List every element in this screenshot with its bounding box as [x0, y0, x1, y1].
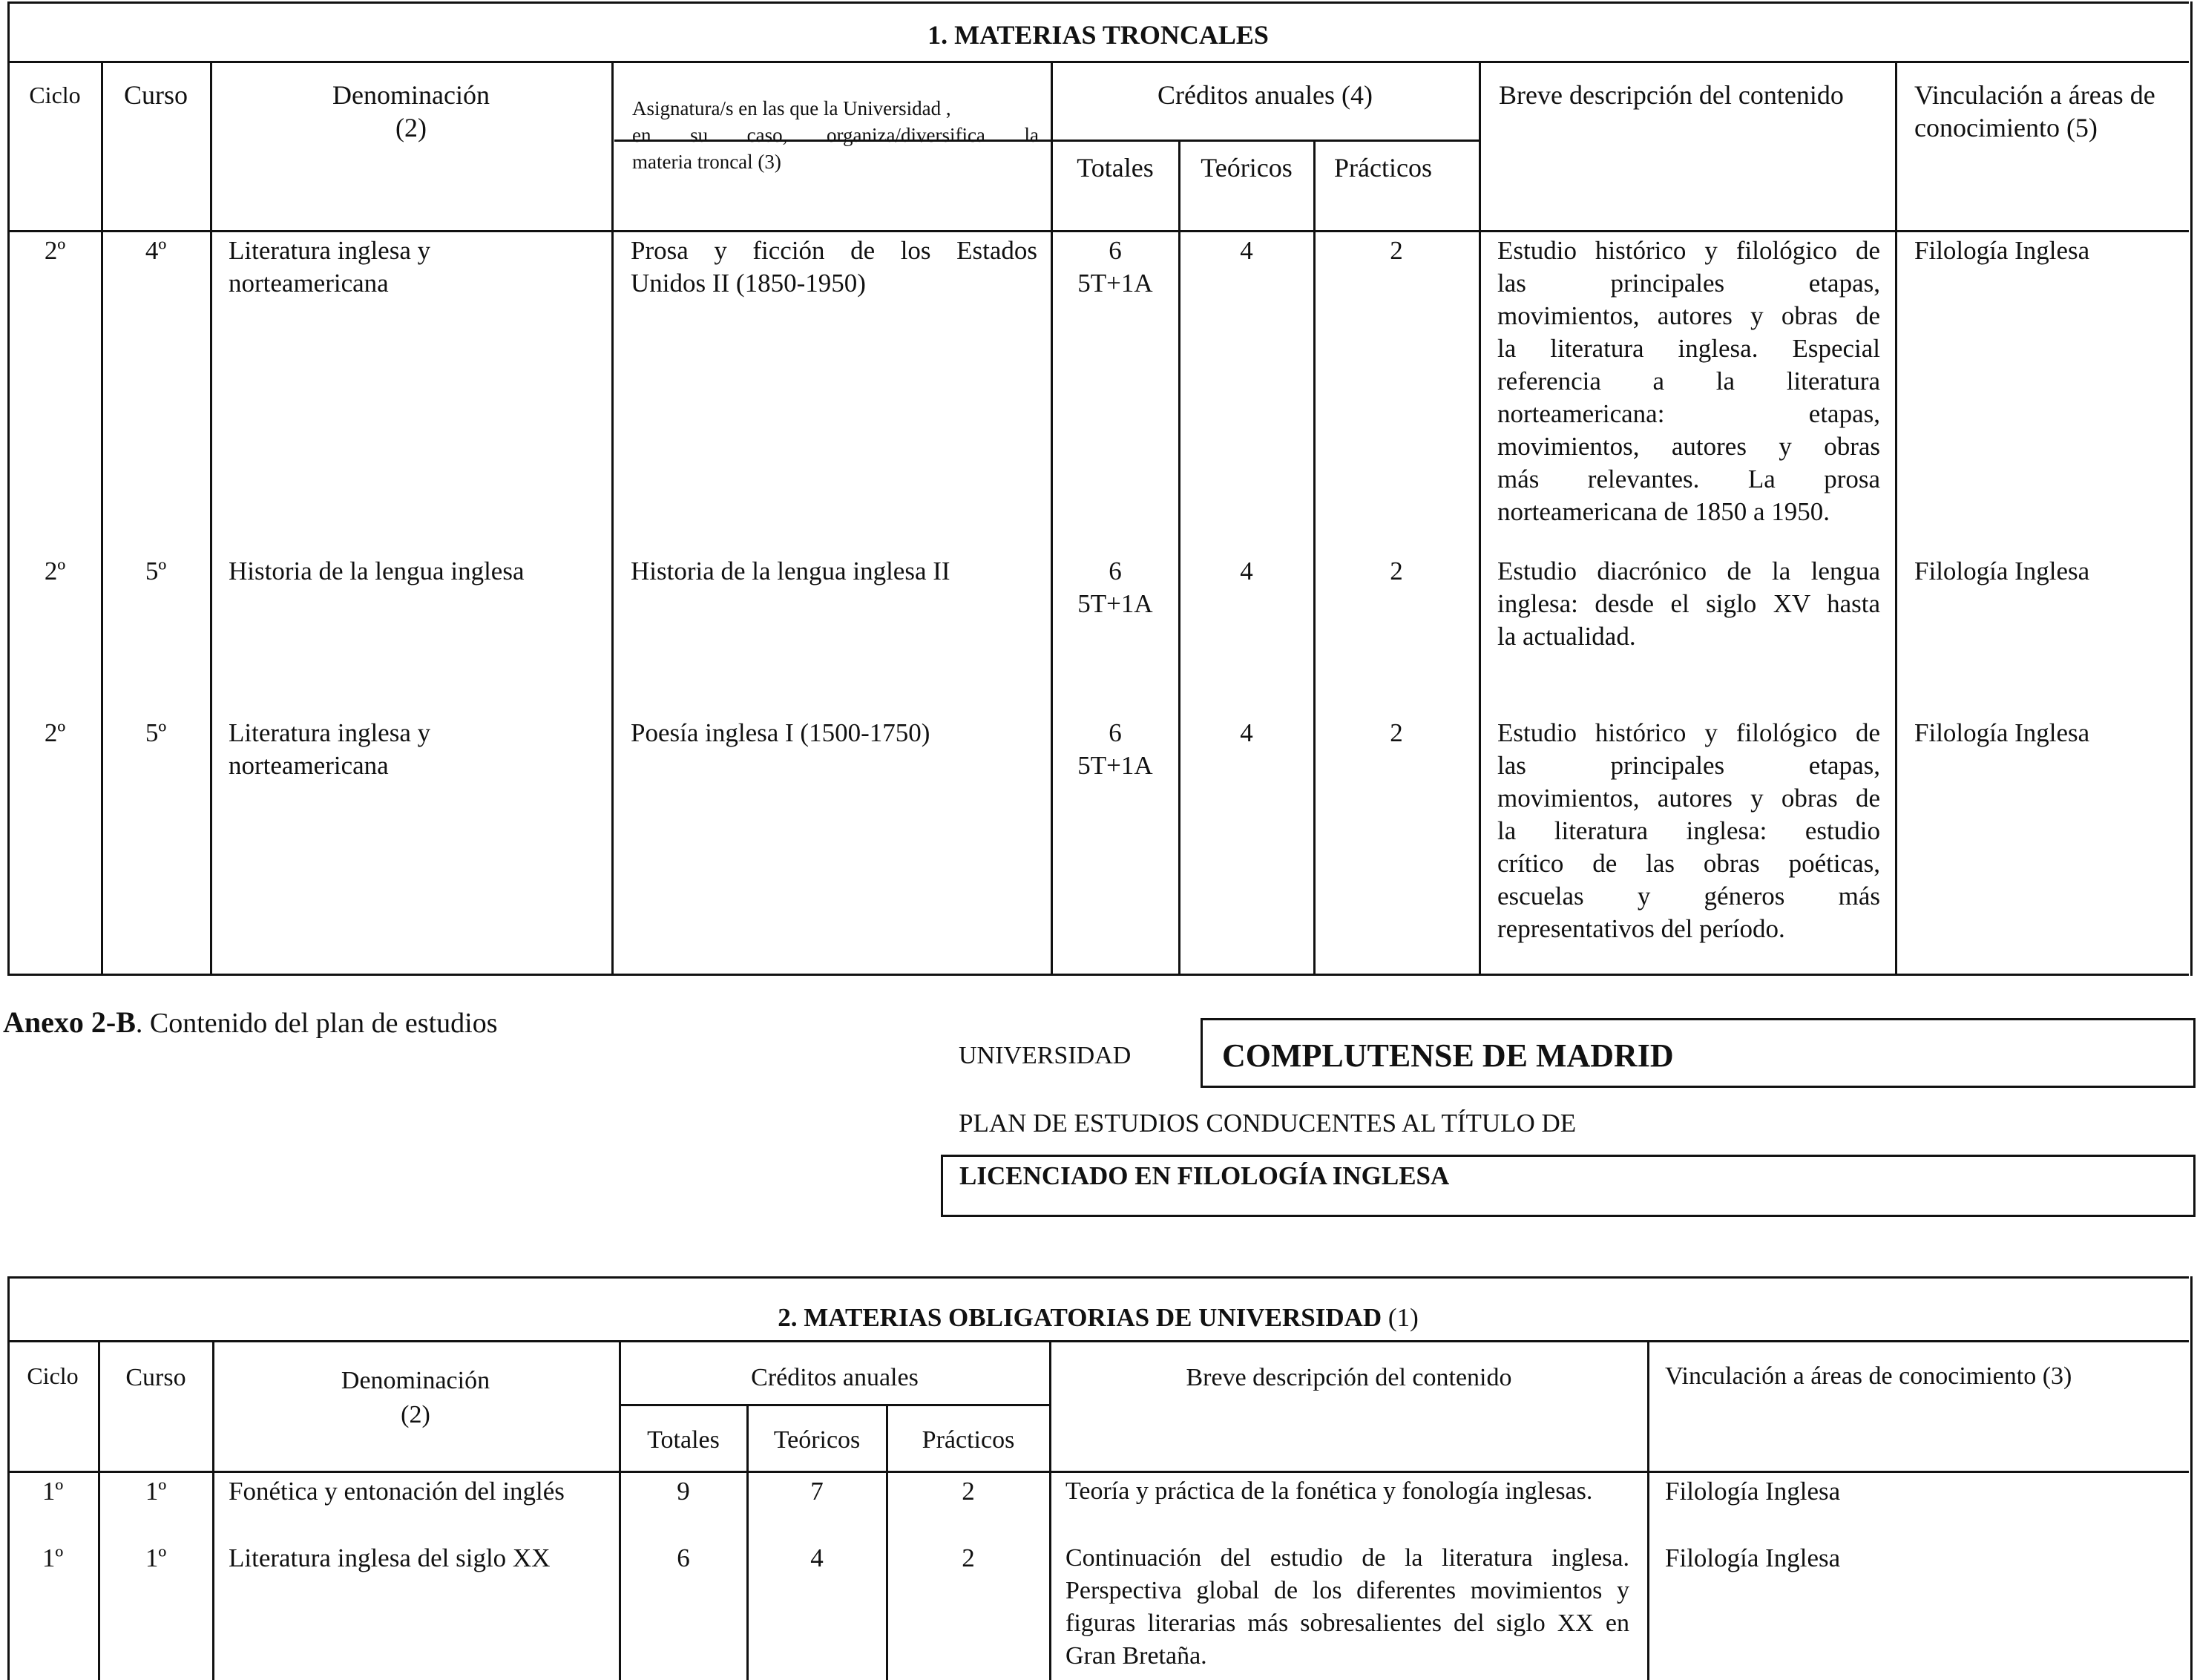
col-divider — [1313, 140, 1316, 976]
col-divider — [1178, 140, 1180, 976]
table2-credits-divider — [620, 1404, 1051, 1406]
titulo-box — [941, 1155, 2196, 1217]
header-teoricos: Teóricos — [773, 1426, 861, 1454]
header-practicos: Prácticos — [1334, 153, 1432, 183]
col-divider — [886, 1404, 888, 1680]
header-curso: Curso — [123, 80, 188, 110]
cell-ciclo: 2º — [44, 718, 66, 747]
cell-practicos: 2 — [1390, 557, 1403, 585]
col-divider — [1049, 1340, 1051, 1680]
header-denominacion: Denominación (2) — [341, 1367, 490, 1428]
cell-teoricos: 4 — [1240, 236, 1253, 265]
header-descripcion: Breve descripción del contenido — [1186, 1364, 1512, 1391]
cell-curso: 5º — [145, 557, 167, 585]
col-divider — [210, 61, 212, 976]
table1-bottom-border — [7, 974, 2189, 976]
header-vinculacion: Vinculación a áreas de conocimiento (5) — [1914, 80, 2155, 142]
table2-top-border — [7, 1276, 2189, 1279]
cell-vinculacion: Filología Inglesa — [1914, 236, 2090, 265]
cell-denominacion: Literatura inglesa del siglo XX — [229, 1543, 551, 1572]
table2-title: 2. MATERIAS OBLIGATORIAS DE UNIVERSIDAD (1) — [778, 1303, 1419, 1332]
universidad-box — [1201, 1018, 2196, 1088]
annex-description: . Contenido del plan de estudios — [135, 1008, 498, 1039]
header-creditos: Créditos anuales — [751, 1364, 919, 1391]
cell-totales: 6 5T+1A — [1077, 557, 1153, 618]
cell-denominacion: Literatura inglesa y norteamericana — [229, 236, 431, 298]
cell-asignatura: Historia de la lengua inglesa II — [631, 557, 950, 585]
cell-ciclo: 2º — [44, 557, 66, 585]
col-divider — [1479, 61, 1481, 976]
table2-title-divider — [7, 1340, 2189, 1342]
cell-denominacion: Literatura inglesa y norteamericana — [229, 718, 431, 780]
cell-curso: 1º — [145, 1477, 167, 1506]
col-divider — [1051, 61, 1053, 976]
cell-descripcion: Estudio histórico y filológico de las principales etapas, movimientos, autores y obras de la literatura inglesa. Especial referencia a la literatura norteamericana: etapas, movimientos, autores y obras más relevantes. La prosa norteamericana de 1850 a 1950. — [1497, 236, 1880, 526]
cell-ciclo: 1º — [42, 1477, 64, 1506]
cell-vinculacion: Filología Inglesa — [1665, 1543, 1841, 1572]
header-asignatura: Asignatura/s en las que la Universidad , en su caso, organiza/diversifica la materia troncal (3) — [632, 97, 1039, 173]
cell-ciclo: 1º — [42, 1543, 64, 1572]
cell-vinculacion: Filología Inglesa — [1665, 1477, 1841, 1506]
cell-practicos: 2 — [1390, 236, 1403, 265]
cell-teoricos: 7 — [810, 1477, 824, 1506]
cell-curso: 1º — [145, 1543, 167, 1572]
col-divider — [1895, 61, 1897, 976]
header-totales: Totales — [647, 1426, 720, 1454]
header-creditos: Créditos anuales (4) — [1157, 80, 1373, 110]
cell-teoricos: 4 — [810, 1543, 824, 1572]
table1-top-border — [7, 1, 2189, 4]
col-divider — [619, 1340, 621, 1680]
annex-label: Anexo 2-B — [3, 1005, 136, 1039]
cell-descripcion: Teoría y práctica de la fonética y fonología inglesas. — [1065, 1477, 1593, 1505]
plan-label: PLAN DE ESTUDIOS CONDUCENTES AL TÍTULO DE — [959, 1109, 1577, 1138]
header-denominacion: Denominación (2) — [332, 80, 490, 142]
col-divider — [746, 1404, 749, 1680]
table1-header-divider — [7, 230, 2189, 232]
cell-totales: 6 5T+1A — [1077, 718, 1153, 780]
header-vinculacion: Vinculación a áreas de conocimiento (3) — [1665, 1362, 2072, 1390]
cell-descripcion: Estudio diacrónico de la lengua inglesa: desde el siglo XV hasta la actualidad. — [1497, 557, 1880, 651]
cell-denominacion: Historia de la lengua inglesa — [229, 557, 525, 585]
header-ciclo: Ciclo — [29, 82, 81, 108]
cell-curso: 4º — [145, 236, 167, 265]
cell-teoricos: 4 — [1240, 718, 1253, 747]
cell-vinculacion: Filología Inglesa — [1914, 557, 2090, 585]
table1-right-border — [2190, 1, 2193, 976]
cell-descripcion: Estudio histórico y filológico de las principales etapas, movimientos, autores y obras de la literatura inglesa: estudio crítico de las obras poéticas, escuelas y géneros más representativos del período. — [1497, 718, 1880, 943]
cell-ciclo: 2º — [44, 236, 66, 265]
header-ciclo: Ciclo — [27, 1362, 79, 1389]
annex-caption — [3, 1005, 498, 1040]
cell-asignatura: Prosa y ficción de los Estados Unidos II (1850-1950) — [631, 236, 1037, 298]
table1-title: 1. MATERIAS TRONCALES — [927, 20, 1269, 50]
cell-vinculacion: Filología Inglesa — [1914, 718, 2090, 747]
header-descripcion: Breve descripción del contenido — [1499, 80, 1844, 110]
cell-teoricos: 4 — [1240, 557, 1253, 585]
titulo-value: LICENCIADO EN FILOLOGÍA INGLESA — [959, 1161, 1450, 1190]
table2-right-border — [2190, 1276, 2193, 1680]
cell-totales: 6 — [677, 1543, 690, 1572]
universidad-label: UNIVERSIDAD — [959, 1042, 1132, 1069]
cell-totales: 6 5T+1A — [1077, 236, 1153, 298]
cell-asignatura: Poesía inglesa I (1500-1750) — [631, 718, 930, 747]
col-divider — [101, 61, 103, 976]
table1-left-border — [7, 1, 10, 976]
table1-title-divider — [7, 61, 2189, 63]
cell-practicos: 2 — [962, 1477, 975, 1506]
header-totales: Totales — [1077, 153, 1154, 183]
col-divider — [212, 1340, 214, 1680]
col-divider — [98, 1340, 100, 1680]
cell-practicos: 2 — [1390, 718, 1403, 747]
cell-denominacion: Fonética y entonación del inglés — [229, 1477, 565, 1506]
col-divider — [611, 61, 614, 976]
header-curso: Curso — [125, 1364, 186, 1391]
universidad-value: COMPLUTENSE DE MADRID — [1222, 1037, 1674, 1074]
cell-totales: 9 — [677, 1477, 690, 1506]
header-practicos: Prácticos — [922, 1426, 1015, 1454]
cell-descripcion: Continuación del estudio de la literatura inglesa. Perspectiva global de los diferentes movimientos y figuras literarias más sobresalientes del siglo XX en Gran Bretaña. — [1065, 1544, 1629, 1670]
header-teoricos: Teóricos — [1201, 153, 1293, 183]
cell-practicos: 2 — [962, 1543, 975, 1572]
cell-curso: 5º — [145, 718, 167, 747]
col-divider — [1647, 1340, 1649, 1680]
table2-header-divider — [7, 1471, 2189, 1473]
